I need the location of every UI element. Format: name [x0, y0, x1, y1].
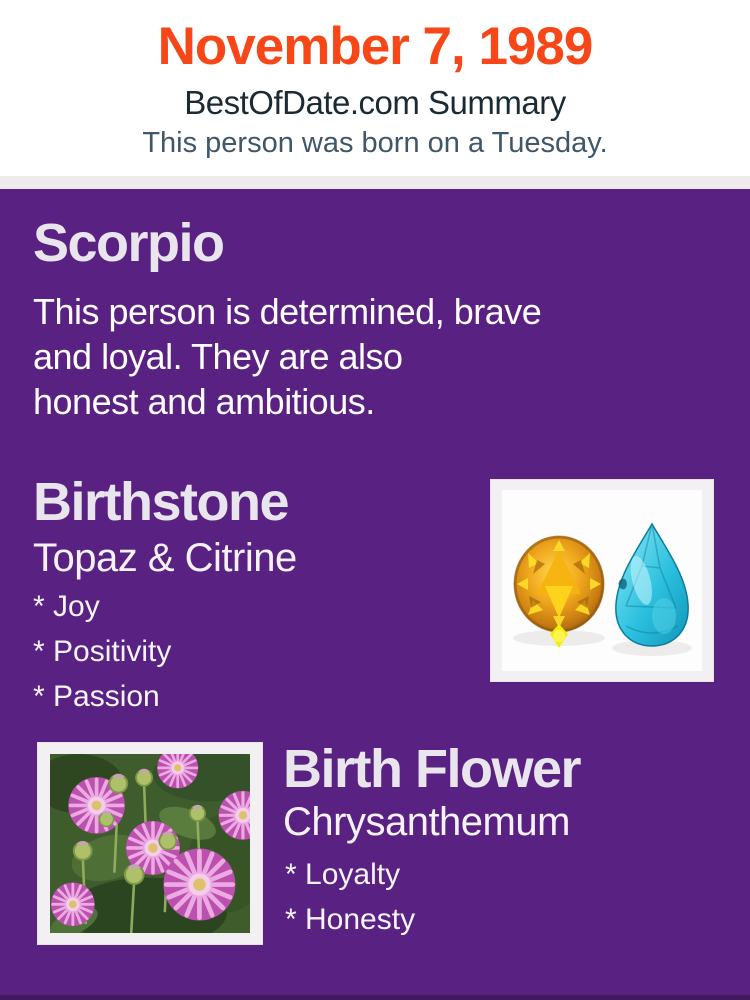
birth-day-note: This person was born on a Tuesday.: [142, 127, 608, 159]
header: [0, 0, 750, 176]
zodiac-description: [33, 289, 541, 424]
gemstones-illustration: [502, 490, 702, 671]
birthstone-image: [502, 490, 702, 671]
birth-flower-trait: * Loyalty: [285, 858, 401, 891]
site-summary-title: BestOfDate.com Summary: [184, 84, 566, 121]
birth-flower-name: Chrysanthemum: [283, 800, 570, 844]
zodiac-description-line: This person is determined, brave: [33, 291, 542, 332]
birthstone-trait: * Positivity: [33, 635, 172, 668]
footer-accent-bar: [0, 995, 750, 1000]
zodiac-description-line: honest and ambitious.: [33, 381, 375, 422]
birth-flower-photo-frame: [37, 742, 263, 945]
birthstone-trait: * Passion: [33, 680, 160, 713]
birth-flower-traits: [285, 852, 415, 942]
summary-body: [0, 189, 750, 995]
zodiac-sign-heading: Scorpio: [33, 213, 224, 273]
birthstone-photo-frame: [490, 479, 714, 682]
header-divider: [0, 176, 750, 189]
birthstone-traits: [33, 584, 171, 719]
chrysanthemums-illustration: [50, 754, 250, 933]
birthstone-heading: Birthstone: [33, 472, 288, 532]
birth-flower-trait: * Honesty: [285, 903, 416, 936]
page-title-date: November 7, 1989: [157, 17, 593, 76]
birthstone-name: Topaz & Citrine: [33, 536, 297, 580]
zodiac-description-line: and loyal. They are also: [33, 336, 403, 377]
birthstone-trait: * Joy: [33, 590, 100, 623]
birth-flower-heading: Birth Flower: [283, 739, 581, 799]
birth-flower-image: [50, 754, 250, 933]
